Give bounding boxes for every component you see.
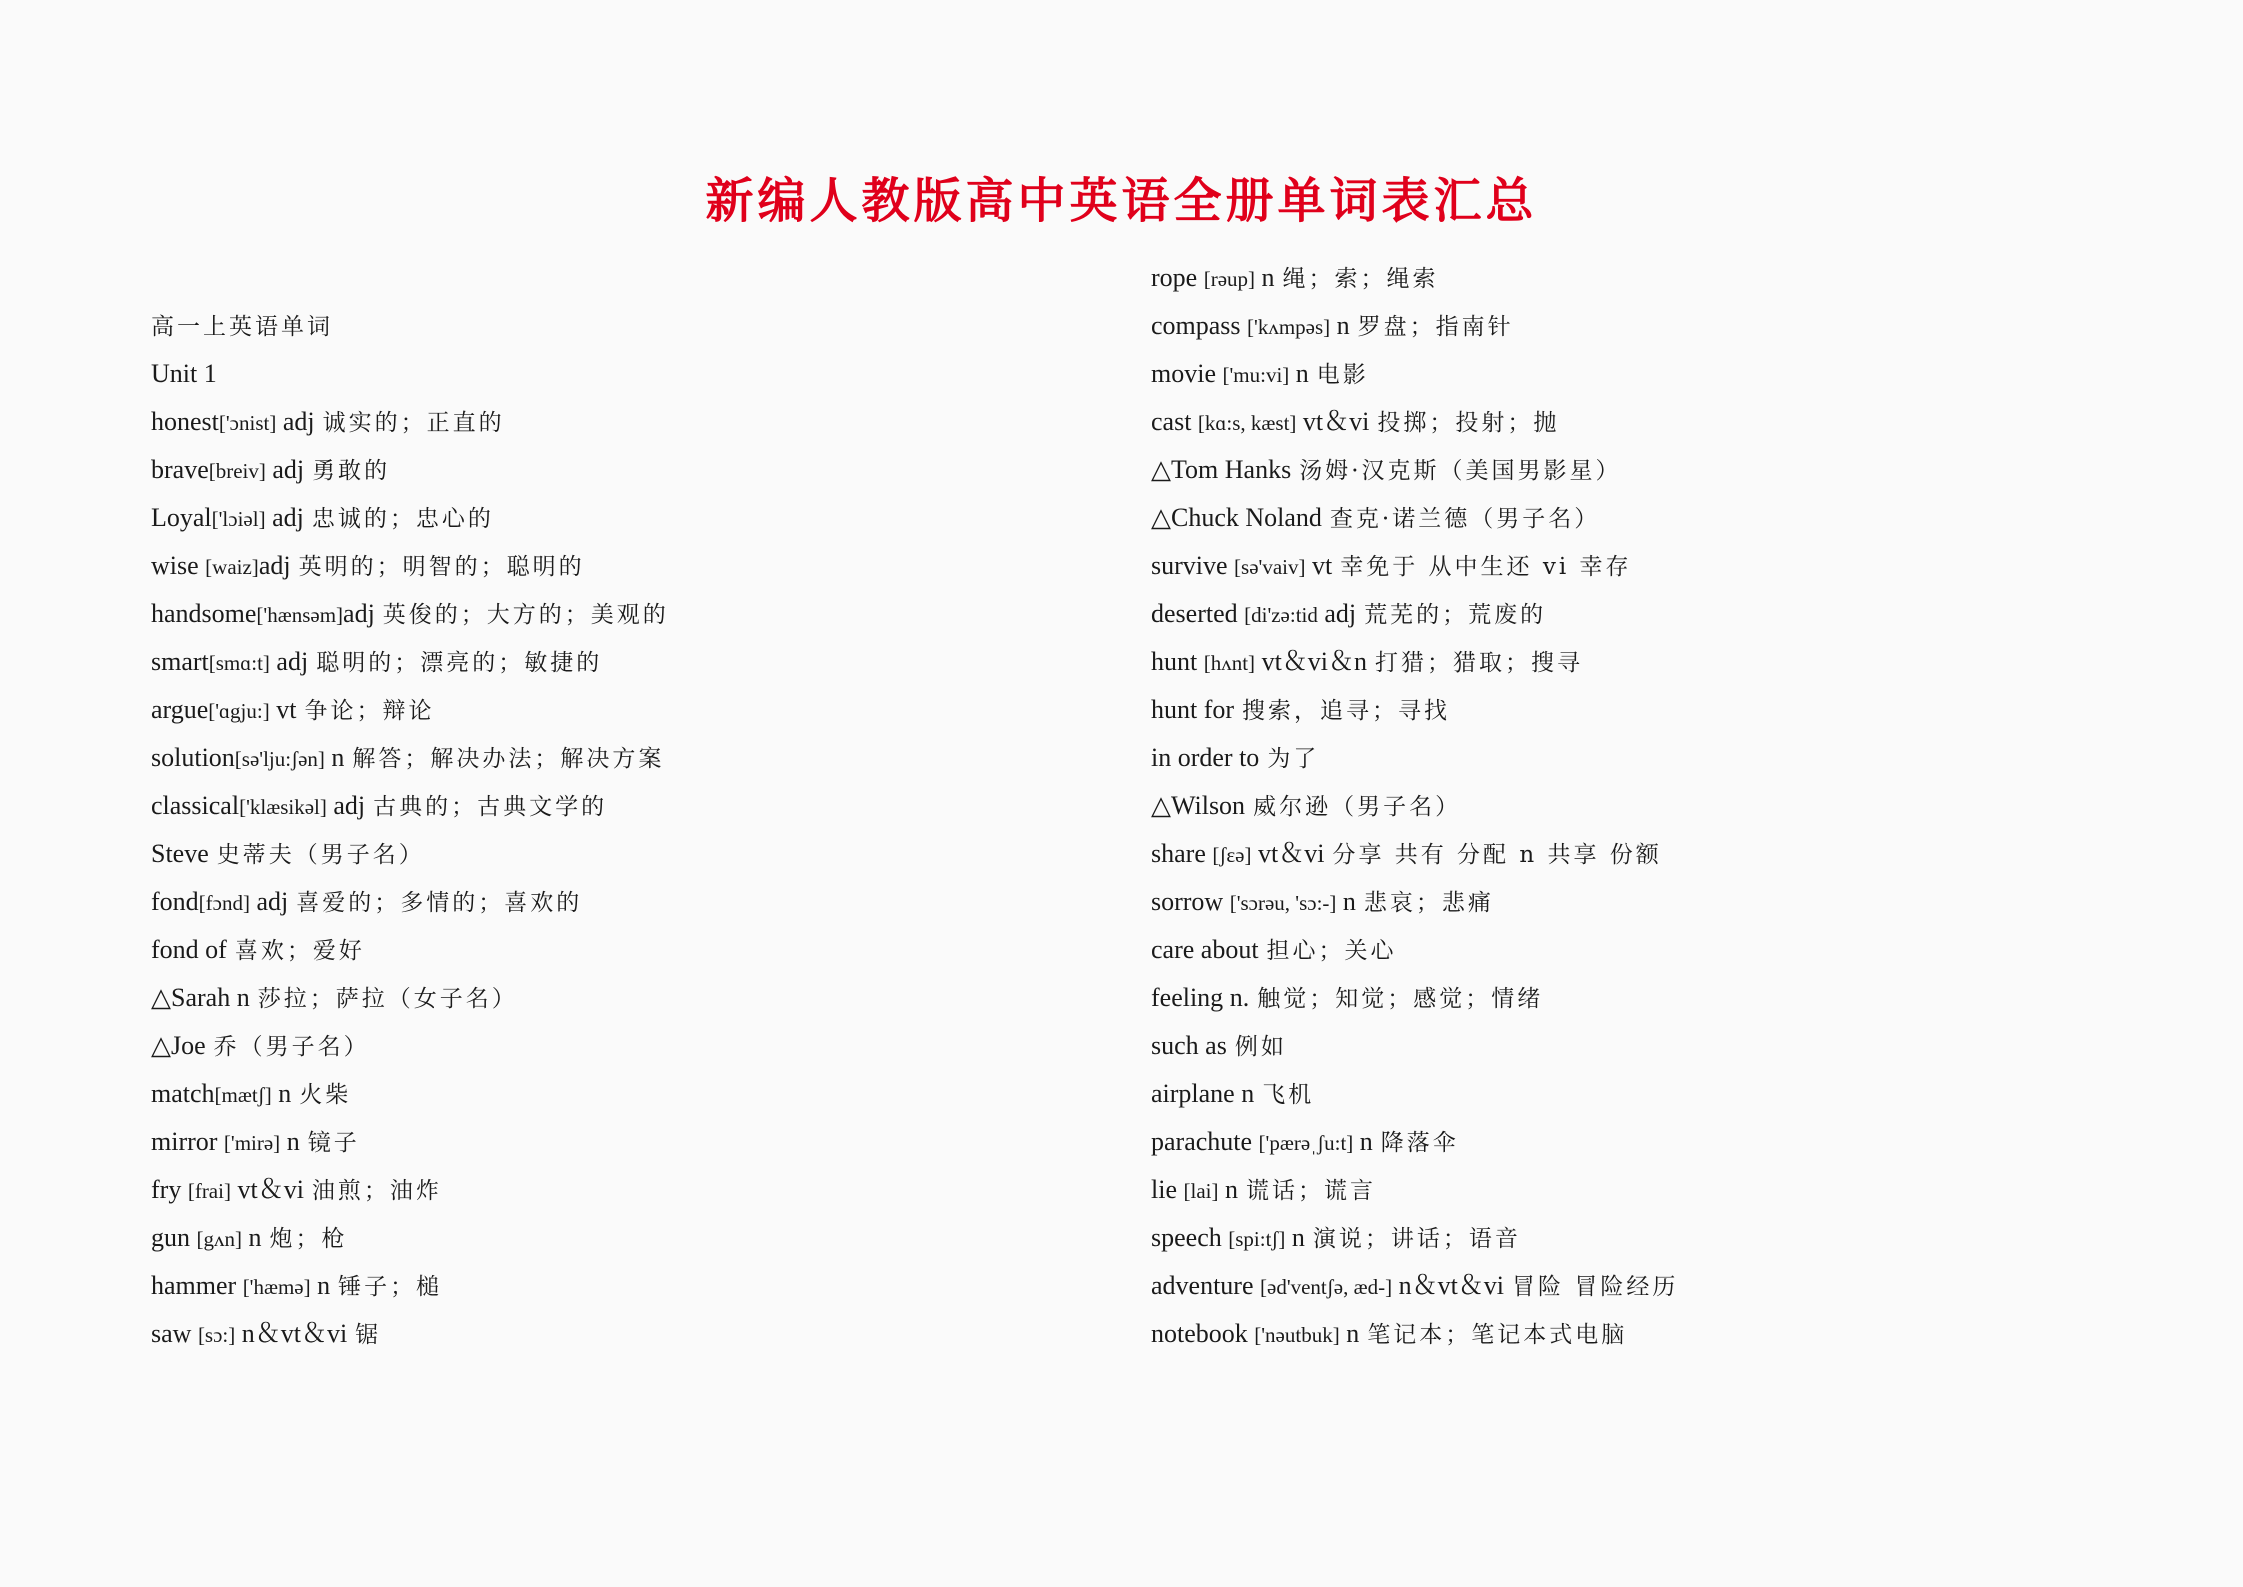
vocab-word: handsome [151, 599, 257, 628]
vocab-entry [1151, 590, 1678, 638]
vocab-word: share [1151, 839, 1213, 868]
vocab-word: feeling [1151, 983, 1224, 1012]
vocab-meaning: 担心；关心 [1266, 938, 1397, 964]
vocab-part-of-speech: n [242, 1223, 262, 1252]
vocab-part-of-speech: adj [265, 503, 304, 532]
vocab-part-of-speech: vt＆vi [1296, 407, 1370, 436]
vocab-part-of-speech: n [1218, 1175, 1238, 1204]
vocab-part-of-speech: vt＆vi [230, 1175, 304, 1204]
vocab-entry [1151, 782, 1678, 830]
vocab-part-of-speech: vt [269, 695, 297, 724]
vocab-column-right [1151, 254, 1678, 1358]
vocab-phonetic: [spi:tʃ] [1228, 1227, 1286, 1251]
vocab-part-of-speech: adj [265, 455, 305, 484]
vocab-meaning: 谎话；谎言 [1245, 1178, 1376, 1204]
vocab-meaning: 例如 [1234, 1034, 1287, 1060]
vocab-word: in order to [1151, 743, 1260, 772]
vocab-word: △Chuck Noland [1151, 503, 1322, 532]
vocab-entry [151, 878, 669, 926]
vocab-meaning: 投掷；投射；抛 [1377, 410, 1560, 436]
vocab-meaning: 汤姆·汉克斯（美国男影星） [1299, 458, 1622, 484]
vocab-phonetic: ['sɔrəu, 'sɔ:-] [1229, 891, 1337, 915]
vocab-meaning: 荒芜的；荒废的 [1364, 602, 1547, 628]
vocab-phonetic: ['mirə] [223, 1131, 281, 1155]
vocab-meaning: 悲哀；悲痛 [1363, 890, 1494, 916]
vocab-meaning: 镜子 [307, 1130, 360, 1156]
vocab-word: △Tom Hanks [1151, 455, 1292, 484]
vocab-part-of-speech: n [1339, 1319, 1360, 1348]
vocab-word: Steve [151, 839, 209, 868]
vocab-phonetic: ['hæmə] [242, 1275, 311, 1299]
vocab-entry [1151, 1118, 1678, 1166]
vocab-meaning: 史蒂夫（男子名） [216, 842, 425, 868]
vocab-meaning: 油煎；油炸 [311, 1178, 442, 1204]
vocab-entry [1151, 1310, 1678, 1358]
vocab-part-of-speech: adj [326, 791, 366, 820]
vocab-meaning: 为了 [1267, 746, 1320, 772]
vocab-entry [1151, 350, 1678, 398]
vocab-entry [151, 1214, 669, 1262]
vocab-meaning: 绳；索；绳索 [1282, 266, 1439, 292]
vocab-meaning: 威尔逊（男子名） [1253, 794, 1462, 820]
vocab-word: smart [151, 647, 209, 676]
vocab-phonetic: ['pærəˌʃu:t] [1258, 1131, 1354, 1155]
vocab-word: hunt [1151, 647, 1204, 676]
vocab-entry [1151, 542, 1678, 590]
vocab-meaning: 演说；讲话；语音 [1312, 1226, 1521, 1252]
vocab-entry [1151, 734, 1678, 782]
vocab-entry [1151, 1214, 1678, 1262]
vocab-entry [151, 1022, 669, 1070]
vocab-entry [1151, 494, 1678, 542]
vocab-meaning: 锤子；槌 [338, 1274, 443, 1300]
vocab-word: classical [151, 791, 240, 820]
vocab-meaning: 火柴 [299, 1082, 352, 1108]
vocab-meaning: 莎拉；萨拉（女子名） [257, 986, 518, 1012]
vocab-meaning: 解答；解决办法；解决方案 [352, 746, 665, 772]
vocab-part-of-speech: n [324, 743, 345, 772]
vocab-phonetic: [sə'lju:ʃən] [234, 747, 325, 771]
vocab-part-of-speech: vt＆vi＆n [1255, 647, 1368, 676]
vocab-part-of-speech: n [1285, 1223, 1305, 1252]
vocab-phonetic: [lai] [1183, 1179, 1219, 1203]
vocab-meaning: 触觉；知觉；感觉；情绪 [1257, 986, 1544, 1012]
vocab-entry [1151, 926, 1678, 974]
vocab-part-of-speech: vt [1305, 551, 1333, 580]
vocab-part-of-speech: vt＆vi [1251, 839, 1325, 868]
vocab-phonetic: ['hænsəm] [256, 603, 344, 627]
vocab-meaning: 古典的；古典文学的 [373, 794, 608, 820]
vocab-word: gun [151, 1223, 197, 1252]
vocab-phonetic: [waiz] [205, 555, 259, 579]
vocab-word: △Sarah [151, 983, 231, 1012]
vocab-part-of-speech: n [1255, 263, 1275, 292]
vocab-word: honest [151, 407, 219, 436]
vocab-part-of-speech: adj [269, 647, 309, 676]
vocab-phonetic: ['lɔiəl] [211, 507, 266, 531]
vocab-phonetic: [hʌnt] [1203, 651, 1256, 675]
vocab-word: sorrow [1151, 887, 1230, 916]
vocab-entry [151, 1166, 669, 1214]
vocab-word: care about [1151, 935, 1259, 964]
vocab-phonetic: [kɑ:s, kæst] [1197, 411, 1297, 435]
vocab-part-of-speech: n [310, 1271, 331, 1300]
vocab-word: deserted [1151, 599, 1245, 628]
vocab-entry [151, 542, 669, 590]
vocab-part-of-speech: n [280, 1127, 300, 1156]
vocab-entry [1151, 1166, 1678, 1214]
vocab-word: cast [1151, 407, 1198, 436]
vocab-word: adventure [1151, 1271, 1261, 1300]
vocab-meaning: 聪明的；漂亮的；敏捷的 [316, 650, 603, 676]
vocab-entry [151, 446, 669, 494]
vocab-entry [1151, 974, 1678, 1022]
vocab-word: Unit 1 [151, 359, 217, 388]
vocab-word: wise [151, 551, 206, 580]
vocab-entry [151, 1070, 669, 1118]
vocab-entry [151, 1310, 669, 1358]
vocab-word: notebook [1151, 1319, 1255, 1348]
vocab-part-of-speech: n [271, 1079, 292, 1108]
vocab-entry [1151, 1070, 1678, 1118]
vocab-entry [1151, 302, 1678, 350]
vocab-part-of-speech: n＆vt＆vi [1392, 1271, 1505, 1300]
vocab-meaning: 降落伞 [1380, 1130, 1459, 1156]
vocab-entry [151, 926, 669, 974]
vocab-entry [151, 302, 669, 350]
vocab-meaning: 冒险 冒险经历 [1512, 1274, 1679, 1300]
vocab-word: rope [1151, 263, 1204, 292]
vocab-part-of-speech: n. [1223, 983, 1250, 1012]
vocab-entry [151, 830, 669, 878]
vocab-meaning: 幸免于 从中生还 vi 幸存 [1340, 554, 1632, 580]
vocab-phonetic: [rəup] [1203, 267, 1256, 291]
vocab-meaning: 诚实的；正直的 [322, 410, 505, 436]
vocab-word: survive [1151, 551, 1235, 580]
vocab-entry [1151, 686, 1678, 734]
vocab-part-of-speech: n [1234, 1079, 1255, 1108]
vocab-word: fry [151, 1175, 188, 1204]
vocab-word: saw [151, 1319, 198, 1348]
vocab-phonetic: ['klæsikəl] [239, 795, 327, 819]
vocab-phonetic: [gʌn] [196, 1227, 242, 1251]
vocab-entry [151, 398, 669, 446]
vocab-part-of-speech: adj [276, 407, 315, 436]
vocab-part-of-speech: n [1336, 887, 1356, 916]
page-title: 新编人教版高中英语全册单词表汇总 [705, 173, 1538, 230]
vocab-meaning: 英俊的；大方的；美观的 [382, 602, 669, 628]
vocab-entry [151, 590, 669, 638]
vocab-entry [1151, 878, 1678, 926]
vocab-part-of-speech: n＆vt＆vi [235, 1319, 348, 1348]
vocab-entry [151, 1118, 669, 1166]
vocab-meaning: 争论；辩论 [304, 698, 435, 724]
vocab-meaning: 锯 [355, 1322, 382, 1348]
vocab-part-of-speech: adj [1317, 599, 1357, 628]
vocab-meaning: 搜索，追寻；寻找 [1242, 698, 1451, 724]
vocab-entry [1151, 254, 1678, 302]
vocab-word: Loyal [151, 503, 212, 532]
vocab-entry [1151, 1022, 1678, 1070]
vocab-entry [1151, 830, 1678, 878]
vocab-entry [151, 638, 669, 686]
vocab-phonetic: ['ɑgju:] [208, 699, 270, 723]
vocab-phonetic: [frai] [187, 1179, 231, 1203]
vocab-word: such as [1151, 1031, 1227, 1060]
vocab-entry [1151, 638, 1678, 686]
vocab-phonetic: [breiv] [208, 459, 266, 483]
vocab-phonetic: [mætʃ] [214, 1083, 272, 1107]
vocab-meaning: 查克·诺兰德（男子名） [1329, 506, 1601, 532]
vocab-entry [151, 494, 669, 542]
vocab-part-of-speech: adj [258, 551, 291, 580]
vocab-part-of-speech: adj [343, 599, 375, 628]
vocab-entry [151, 782, 669, 830]
vocab-word: solution [151, 743, 235, 772]
vocab-meaning: 罗盘；指南针 [1357, 314, 1514, 340]
vocab-meaning: 飞机 [1262, 1082, 1315, 1108]
vocab-entry [1151, 446, 1678, 494]
vocab-entry [1151, 398, 1678, 446]
vocab-meaning: 英明的；明智的；聪明的 [298, 554, 585, 580]
vocab-entry [151, 350, 669, 398]
vocab-word: hunt for [1151, 695, 1235, 724]
vocab-meaning: 电影 [1316, 362, 1369, 388]
vocab-word: mirror [151, 1127, 224, 1156]
vocab-word: △Joe [151, 1031, 206, 1060]
vocab-phonetic: [di'zə:tid [1244, 603, 1318, 627]
vocab-entry [151, 1262, 669, 1310]
vocab-entry [151, 974, 669, 1022]
vocab-meaning: 笔记本；笔记本式电脑 [1367, 1322, 1628, 1348]
vocab-word: airplane [1151, 1079, 1235, 1108]
vocab-phonetic: ['kʌmpəs] [1247, 315, 1331, 339]
vocab-phonetic: ['ɔnist] [218, 411, 277, 435]
vocab-entry [151, 686, 669, 734]
vocab-meaning: 勇敢的 [312, 458, 391, 484]
vocab-meaning: 忠诚的；忠心的 [311, 506, 494, 532]
vocab-phonetic: [smɑ:t] [208, 651, 270, 675]
vocab-phonetic: [sə'vaiv] [1234, 555, 1306, 579]
vocab-phonetic: [ʃɛə] [1212, 843, 1252, 867]
vocab-phonetic: [sɔ:] [197, 1323, 236, 1347]
vocab-part-of-speech: n [1289, 359, 1309, 388]
vocab-word: parachute [1151, 1127, 1259, 1156]
vocab-meaning: 高一上英语单词 [151, 314, 333, 340]
vocab-word: compass [1151, 311, 1248, 340]
vocab-meaning: 喜欢；爱好 [234, 938, 365, 964]
vocab-meaning: 喜爱的；多情的；喜欢的 [296, 890, 583, 916]
vocab-phonetic: [əd'ventʃə, æd-] [1260, 1275, 1393, 1299]
vocab-meaning: 打猎；猎取；搜寻 [1375, 650, 1584, 676]
vocab-entry [151, 734, 669, 782]
vocab-meaning: 分享 共有 分配 n 共享 份额 [1332, 842, 1662, 868]
vocab-phonetic: ['mu:vi] [1222, 363, 1290, 387]
vocab-word: brave [151, 455, 209, 484]
vocab-column-left [151, 302, 669, 1358]
vocab-meaning: 炮；枪 [269, 1226, 348, 1252]
vocab-phonetic: [fɔnd] [198, 891, 250, 915]
vocab-word: movie [1151, 359, 1223, 388]
vocab-part-of-speech: n [230, 983, 250, 1012]
vocab-meaning: 乔（男子名） [213, 1034, 370, 1060]
vocab-word: fond [151, 887, 199, 916]
vocab-part-of-speech: adj [249, 887, 289, 916]
vocab-entry [1151, 1262, 1678, 1310]
vocab-word: hammer [151, 1271, 243, 1300]
vocab-word: lie [1151, 1175, 1184, 1204]
vocab-word: argue [151, 695, 209, 724]
vocab-word: △Wilson [1151, 791, 1246, 820]
vocab-word: fond of [151, 935, 227, 964]
vocab-phonetic: ['nəutbuk] [1254, 1323, 1340, 1347]
vocab-word: speech [1151, 1223, 1229, 1252]
vocab-part-of-speech: n [1353, 1127, 1373, 1156]
vocab-word: match [151, 1079, 215, 1108]
vocab-part-of-speech: n [1330, 311, 1350, 340]
